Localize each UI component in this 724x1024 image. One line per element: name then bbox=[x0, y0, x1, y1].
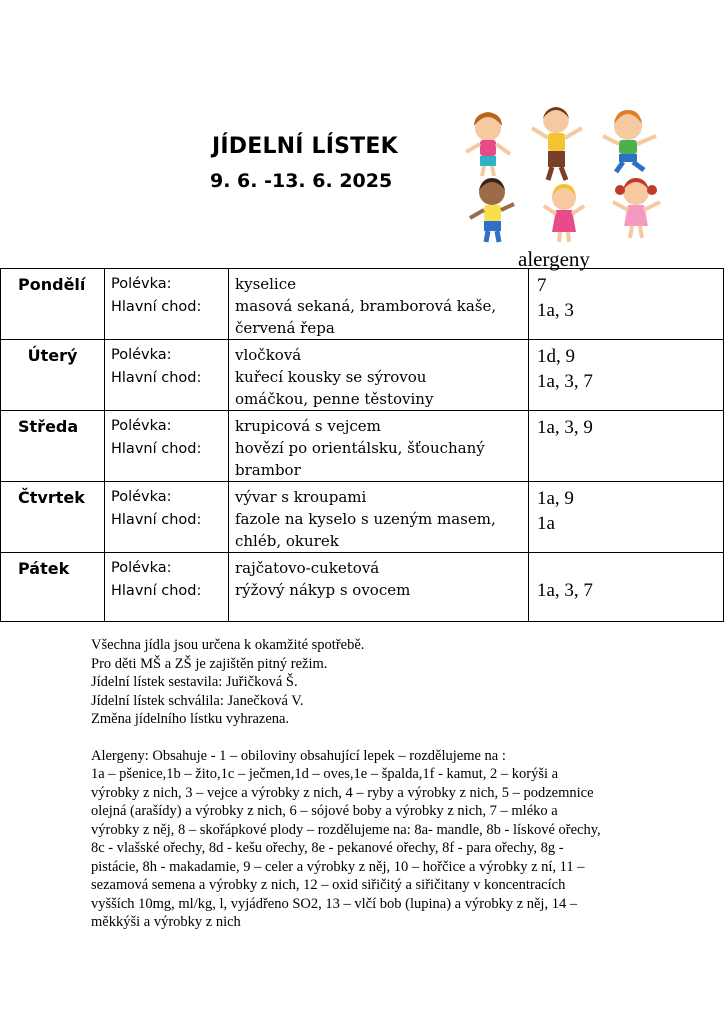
allergen-legend-line: pistácie, 8h - makadamie, 9 – celer a výrobky z něj, 10 – hořčice a výrobky z ní, 11 – bbox=[91, 858, 585, 875]
allergens-cell bbox=[529, 553, 724, 622]
note-line: Jídelní lístek schválila: Janečková V. bbox=[91, 692, 304, 709]
day-name: Pátek bbox=[1, 553, 105, 622]
main-course-label: Hlavní chod: bbox=[111, 299, 202, 315]
dishes bbox=[229, 553, 529, 622]
page-title: JÍDELNÍ LÍSTEK bbox=[212, 134, 398, 159]
note-line: Jídelní lístek sestavila: Juřičková Š. bbox=[91, 674, 298, 690]
menu-table bbox=[0, 268, 724, 622]
day-name: Úterý bbox=[1, 340, 105, 411]
day-name: Středa bbox=[1, 411, 105, 482]
dish-line: rýžový nákyp s ovocem bbox=[235, 581, 411, 599]
allergen-legend-line: měkkýši a výrobky z nich bbox=[91, 914, 241, 930]
allergen-legend-line: vyšších 10mg, ml/kg, l, vyjádřeno SO2, 13 – vlčí bob (lupina) a výrobky z něj, 14 – bbox=[91, 895, 578, 912]
allergens-cell bbox=[529, 340, 724, 411]
dishes bbox=[229, 269, 529, 340]
dish-line: chléb, okurek bbox=[235, 532, 339, 550]
allergen-legend-line: olejná (arašídy) a výrobky z nich, 6 – sójové boby a výrobky z nich, 7 – mléko a bbox=[91, 803, 558, 819]
soup-label: Polévka: bbox=[111, 276, 172, 292]
table-row bbox=[1, 340, 724, 411]
allergen-codes: 1d, 9 bbox=[537, 346, 575, 367]
dish-line: brambor bbox=[235, 461, 301, 479]
dish-line: červená řepa bbox=[235, 319, 335, 337]
dish-line: fazole na kyselo s uzeným masem, bbox=[235, 510, 496, 528]
main-course-label: Hlavní chod: bbox=[111, 512, 202, 528]
allergen-codes: 1a, 3, 9 bbox=[537, 417, 593, 438]
dish-line: krupicová s vejcem bbox=[235, 417, 381, 435]
dish-line: kuřecí kousky se sýrovou bbox=[235, 368, 427, 386]
allergens-column-heading: alergeny bbox=[518, 247, 590, 271]
course-labels bbox=[105, 269, 229, 340]
course-labels bbox=[105, 340, 229, 411]
dish-line: hovězí po orientálsku, šťouchaný bbox=[235, 439, 485, 457]
dish-line: vločková bbox=[235, 346, 302, 364]
note-line: Změna jídelního lístku vyhrazena. bbox=[91, 711, 290, 727]
allergens-cell bbox=[529, 482, 724, 553]
note-line: Pro děti MŠ a ZŠ je zajištěn pitný režim. bbox=[91, 655, 328, 672]
allergen-codes: 1a, 3, 7 bbox=[537, 371, 593, 392]
note-line: Všechna jídla jsou určena k okamžité spotřebě. bbox=[91, 637, 365, 653]
allergen-codes: 1a bbox=[537, 513, 555, 534]
course-labels bbox=[105, 411, 229, 482]
allergen-codes: 7 bbox=[537, 275, 547, 296]
main-course-label: Hlavní chod: bbox=[111, 370, 202, 386]
table-row bbox=[1, 553, 724, 622]
allergen-legend-line: výrobky z nich, 3 – vejce a výrobky z nich, 4 – ryby a výrobky z nich, 5 – podzemnice bbox=[91, 784, 594, 801]
course-labels bbox=[105, 482, 229, 553]
allergen-codes: 1a, 9 bbox=[537, 488, 574, 509]
allergen-legend-line: výrobky z něj, 8 – skořápkové plody – rozdělujeme na: 8a- mandle, 8b - lískové ořechy, bbox=[91, 821, 601, 838]
soup-label: Polévka: bbox=[111, 347, 172, 363]
dishes bbox=[229, 340, 529, 411]
table-row bbox=[1, 269, 724, 340]
main-course-label: Hlavní chod: bbox=[111, 441, 202, 457]
day-name: Čtvrtek bbox=[1, 482, 105, 553]
dishes bbox=[229, 482, 529, 553]
notes-section bbox=[91, 636, 671, 932]
allergen-legend-line: Alergeny: Obsahuje - 1 – obiloviny obsahující lepek – rozdělujeme na : bbox=[91, 747, 506, 764]
allergen-codes: 1a, 3, 7 bbox=[537, 580, 593, 601]
dish-line: rajčatovo-cuketová bbox=[235, 559, 380, 577]
soup-label: Polévka: bbox=[111, 560, 172, 576]
soup-label: Polévka: bbox=[111, 418, 172, 434]
date-range: 9. 6. -13. 6. 2025 bbox=[210, 170, 393, 192]
dish-line: kyselice bbox=[235, 275, 297, 293]
children-cartoon-icon bbox=[458, 100, 676, 248]
allergen-legend-line: 1a – pšenice,1b – žito,1c – ječmen,1d – oves,1e – špalda,1f - kamut, 2 – korýši a bbox=[91, 766, 559, 782]
main-course-label: Hlavní chod: bbox=[111, 583, 202, 599]
allergen-legend-line: sezamová semena a výrobky z nich, 12 – oxid siřičitý a siřičitany v koncentracích bbox=[91, 877, 566, 893]
allergens-cell bbox=[529, 411, 724, 482]
dish-line: vývar s kroupami bbox=[235, 488, 367, 506]
dish-line: omáčkou, penne těstoviny bbox=[235, 390, 434, 408]
soup-label: Polévka: bbox=[111, 489, 172, 505]
dishes bbox=[229, 411, 529, 482]
allergens-cell bbox=[529, 269, 724, 340]
course-labels bbox=[105, 553, 229, 622]
allergen-codes: 1a, 3 bbox=[537, 300, 574, 321]
allergen-legend-line: 8c - vlašské ořechy, 8d - kešu ořechy, 8e - pekanové ořechy, 8f - para ořechy, 8g - bbox=[91, 840, 564, 856]
table-row bbox=[1, 411, 724, 482]
dish-line: masová sekaná, bramborová kaše, bbox=[235, 297, 497, 315]
day-name: Pondělí bbox=[1, 269, 105, 340]
table-row bbox=[1, 482, 724, 553]
